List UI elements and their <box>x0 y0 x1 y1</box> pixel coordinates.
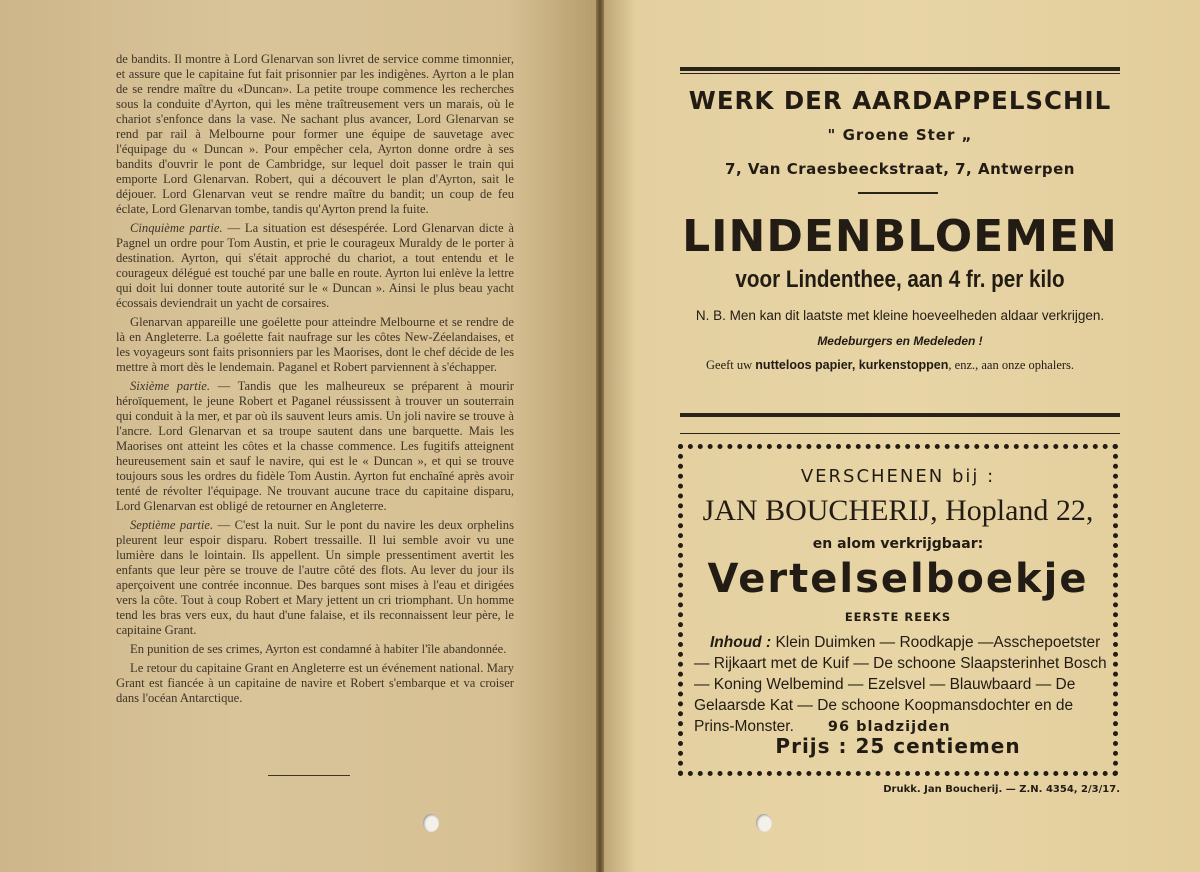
price: Prijs : 25 centiemen <box>775 734 1021 758</box>
address: 7, Van Craesbeeckstraat, 7, Antwerpen <box>725 160 1075 178</box>
top-rule <box>680 67 1120 71</box>
contents-list: Inhoud : Klein Duimken — Roodkapje —Asschepoetster — Rijkaart met de Kuif — De schoone Slaapsterinhet Bosch — Koning Welbemind — Ezelsvel — Blauwbaard — De Gelaarsde Kat — De schoone Koopmansdochter en de Prins-Monster. 96 bladzijden <box>694 634 1107 735</box>
section-title: Sixième partie. <box>130 379 211 393</box>
paragraph: Septième partie. — C'est la nuit. Sur le pont du navire les deux orphelins pleurent leur espoir disparu. Robert tressaille. Il lui semble avoir vu une lumière dans le lointain. Ils appellent. Un simple pressentiment avertit les enfants que leur père se trouve de l'autre côté des flots. Au lever du jour ils aperçoivent une contrée inconnue. Des barques sont mises à l'eau et dirigées vers la côte. Tout à coup Robert et Mary jettent un cri triomphant. Un homme tend les bras vers eux, du haut d'une falaise, et ils reconnaissent leur père, le capitaine Grant. <box>116 518 514 637</box>
paragraph: Glenarvan appareille une goélette pour atteindre Melbourne et se rendre de là en Angleterre. La goélette fait naufrage sur les côtes New-Zéelandaises, et les voyageurs sont faits prisonniers par les Maorises, dont le chef décide de les mettre à mort dès le lendemain. Paganel et Robert parviennent à s'échapper. <box>116 315 514 374</box>
paragraph: Sixième partie. — Tandis que les malheureux se préparent à mourir héroïquement, le jeune Robert et Paganel réussissent à trouver un souterrain qui conduit à la mer, et par où ils sauvent leurs amis. Un joli navire se trouve à l'ancre. Lord Glenarvan et sa troupe sautent dans une barquette. Mais les Maorises ont atteint les côtes et la chasse commence. Les fugitifs atteignent heureusement sain et sauf le navire, qui est le « Duncan », et qui se trouve toujours sous les ordres du fidèle Tom Austin. Ayrton fut enchaîné après avoir tenté de révolter l'équipage. Ne trouvant aucune trace du capitaine disparu, Lord Glenarvan est obligé de retourner en Angleterre. <box>116 379 514 513</box>
paragraph: Cinquième partie. — La situation est désespérée. Lord Glenarvan dicte à Pagnel un ordre pour Tom Austin, et prie le courageux Muraldy de le porter à destination. Ayrton, qui s'était approché du chariot, a tout entendu et le courageux délégué est touché par une balle en route. Ayrton lui enlève la lettre qui doit lui donner toute autorité sur le « Duncan ». Ainsi le plus beau yacht écossais deviendrait un yacht de corsaires. <box>116 221 514 310</box>
verschenen: VERSCHENEN bij : <box>800 466 996 487</box>
mid-rule <box>680 413 1120 417</box>
section-title: Septième partie. <box>130 518 214 532</box>
book-spine <box>596 0 604 872</box>
paragraph: de bandits. Il montre à Lord Glenarvan son livret de service comme timonnier, et assure que le capitaine fut fait prisonnier par les indigènes. Ayrton a le plan de se rendre maître du «Duncan». La petite troupe commence les recherches sous la conduite d'Ayrton, qui les mène traîtreusement vers un marais, où le chariot s'enfonce dans la vase. Ne sachant plus avancer, Lord Glenarvan se rend par rail à Melbourne pour former une équipe de sauvetage avec l'équipage du « Duncan ». Pour empêcher cela, Ayrton donne ordre à ses bandits d'ouvrir le pont de Cambridge, sur lequel doit passer le train qui emporte Lord Glenarvan. Robert, qui a découvert le plan d'Ayrton, sait le déjouer. Lord Glenarvan veut se rendre maître du bandit; un coup de feu éclate, Lord Glenarvan tombe, tandis qu'Ayrton prend la fuite. <box>116 52 514 216</box>
punch-hole <box>423 814 439 832</box>
imprint: Drukk. Jan Boucherij. — Z.N. 4354, 2/3/17. <box>883 784 1120 795</box>
top-rule-thin <box>680 73 1120 74</box>
inhoud-label: Inhoud : <box>710 634 772 651</box>
werk-title: WERK DER AARDAPPELSCHIL <box>688 86 1112 115</box>
section-title: Cinquième partie. <box>130 221 223 235</box>
nb-note: N. B. Men kan dit laatste met kleine hoeveelheden aldaar verkrijgen. <box>695 308 1105 323</box>
medeburgers: Medeburgers en Medeleden ! <box>817 334 983 348</box>
publisher: JAN BOUCHERIJ, Hopland 22, <box>702 494 1094 527</box>
lindenbloemen-title: LINDENBLOEMEN <box>682 211 1118 262</box>
short-rule <box>858 192 938 194</box>
paragraph: Le retour du capitaine Grant en Angleterre est un événement national. Mary Grant est fiancée à un capitaine de navire et Robert s'embarque et va croiser dans l'océan Antarctique. <box>116 661 514 705</box>
reeks: EERSTE REEKS <box>844 610 952 624</box>
groene-ster: " Groene Ster „ <box>827 126 973 144</box>
mid-rule-thin <box>680 433 1120 434</box>
geeft-note: Geeft uw nutteloos papier, kurkenstoppen, enz., aan onze ophalers. <box>706 358 1075 372</box>
lindenthee-line: voor Lindenthee, aan 4 fr. per kilo <box>735 266 1065 293</box>
left-text-column <box>116 52 514 710</box>
end-rule <box>268 775 350 776</box>
alom-verkrijgbaar: en alom verkrijgbaar: <box>812 536 984 552</box>
punch-hole <box>756 814 772 832</box>
left-page <box>0 0 598 872</box>
paragraph: En punition de ses crimes, Ayrton est condamné à habiter l'île abandonnée. <box>130 642 507 656</box>
book-title: Vertelselboekje <box>707 556 1089 602</box>
page-count: 96 bladzijden <box>827 719 951 735</box>
